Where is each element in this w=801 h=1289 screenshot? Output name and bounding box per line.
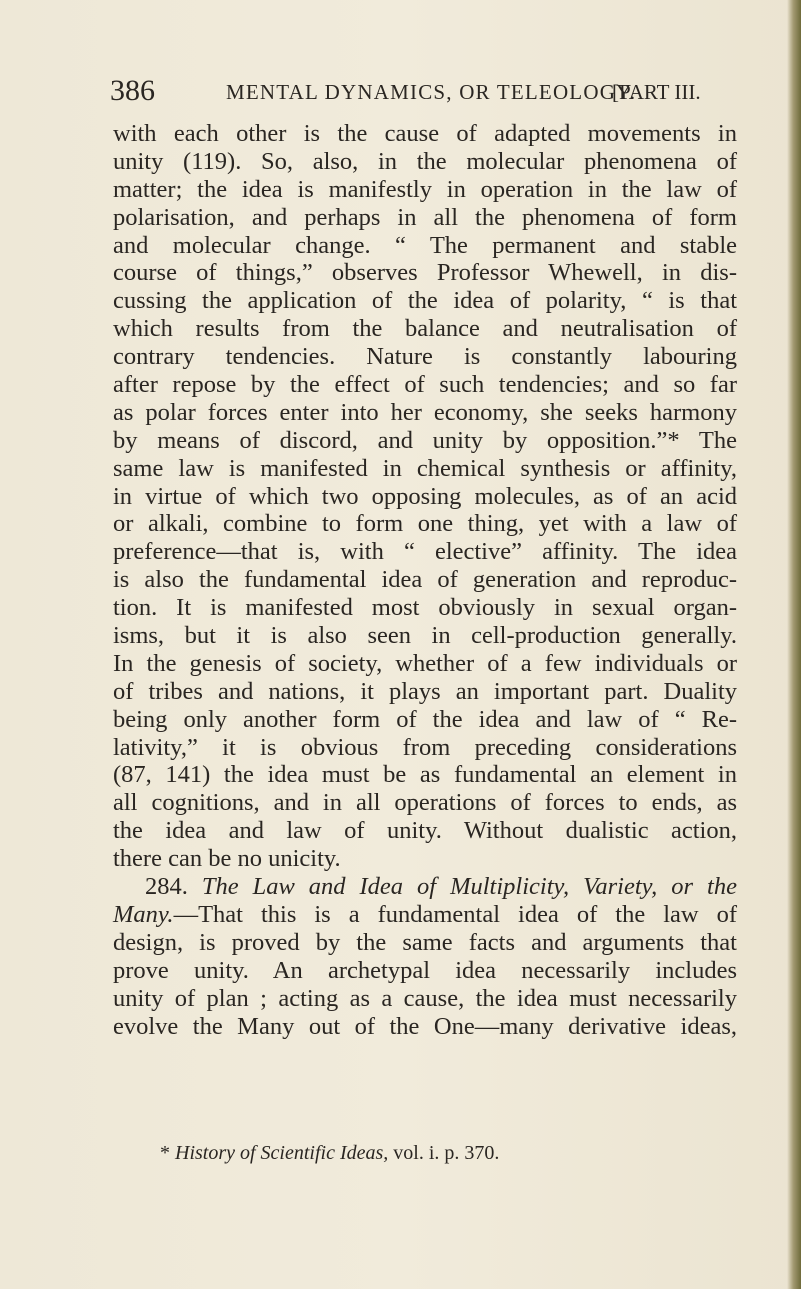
text-line: In the genesis of society, whether of a few individuals or [113,649,737,677]
page-header [110,74,740,114]
text-line: prove unity. An archetypal idea necessarily includes [113,956,737,984]
body-text [113,120,737,1040]
part-label: [PART III. [612,80,701,104]
text-line: same law is manifested in chemical synthesis or affinity, [113,454,737,482]
text-line: all cognitions, and in all operations of forces to ends, as [113,789,737,817]
text-line: unity of plan ; acting as a cause, the idea must necessarily [113,984,737,1012]
text-line: lativity,” it is obvious from preceding considerations [113,733,737,761]
text-line: as polar forces enter into her economy, she seeks harmony [113,398,737,426]
running-title: MENTAL DYNAMICS, OR TELEOLOGY. [226,80,637,104]
text-line: design, is proved by the same facts and arguments that [113,928,737,956]
text-line: the idea and law of unity. Without dualistic action, [113,817,737,845]
section-number: 284. [145,873,188,901]
text-line: isms, but it is also seen in cell-production generally. [113,622,737,650]
text-line: is also the fundamental idea of generation and reproduc- [113,566,737,594]
text-line: cussing the application of the idea of polarity, “ is that [113,287,737,315]
section-heading-line-2 [113,901,737,929]
footnote-ref: vol. i. p. 370. [393,1142,500,1164]
text-line: after repose by the effect of such tendencies; and so far [113,371,737,399]
text-line: of tribes and nations, it plays an important part. Duality [113,677,737,705]
section-first-text: —That this is a fundamental idea of the law of [173,900,737,928]
text-line: polarisation, and perhaps in all the phenomena of form [113,203,737,231]
text-line: (87, 141) the idea must be as fundamental an element in [113,761,737,789]
footnote-marker: * [160,1142,170,1164]
text-line: unity (119). So, also, in the molecular phenomena of [113,147,737,175]
page-number: 386 [110,74,155,107]
text-line: being only another form of the idea and law of “ Re- [113,705,737,733]
text-line: with each other is the cause of adapted movements in [113,120,737,147]
section-title-end: Many. [113,900,174,928]
text-line: course of things,” observes Professor Whewell, in dis- [113,259,737,287]
text-line: or alkali, combine to form one thing, yet with a law of [113,510,737,538]
page-edge [787,0,801,1289]
text-line: by means of discord, and unity by opposition.”* The [113,426,737,454]
footnote-title: History of Scientific Ideas, [175,1142,389,1164]
section-title: The Law and Idea of Multiplicity, Variety, or the [201,873,737,901]
text-line: evolve the Many out of the One—many derivative ideas, [113,1012,737,1040]
text-line: there can be no unicity. [113,845,341,873]
text-line: and molecular change. “ The permanent and stable [113,231,737,259]
text-line: contrary tendencies. Nature is constantly labouring [113,343,737,371]
footnote [160,1142,499,1165]
section-heading-line [113,873,737,901]
text-line: which results from the balance and neutralisation of [113,315,737,343]
text-line: preference—that is, with “ elective” affinity. The idea [113,538,737,566]
text-line: tion. It is manifested most obviously in sexual organ- [113,594,737,622]
text-line: in virtue of which two opposing molecules, as of an acid [113,482,737,510]
text-line: matter; the idea is manifestly in operation in the law of [113,175,737,203]
